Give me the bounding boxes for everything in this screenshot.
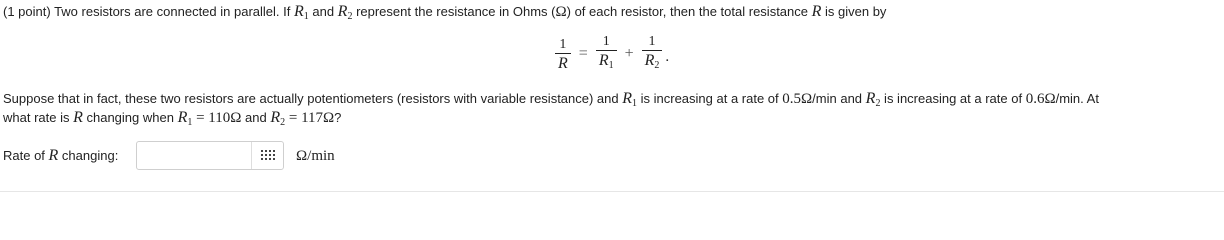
unit-text: Ω/min <box>296 148 335 164</box>
fraction-1-over-r2: $\frac{1}{R_2}$ <box>642 33 663 75</box>
fraction-1-over-r: $\frac{1}{R}$ <box>555 36 571 73</box>
r1-value: = 110Ω <box>192 110 242 126</box>
and-text: and <box>241 110 271 125</box>
increasing-text-2: is increasing at a rate of <box>880 91 1026 106</box>
potentiometer-text-line <box>3 91 1099 112</box>
plus-sign: + <box>624 45 634 62</box>
var-r2: $R_2$ <box>865 90 881 109</box>
problem-statement-line <box>3 4 886 25</box>
var-r2: $R_2$ <box>270 109 286 128</box>
answer-label <box>3 148 118 164</box>
rate-r2-value: 0.6Ω <box>1025 91 1056 107</box>
of-each-text: ) of each resistor, then the total resistance <box>566 4 812 19</box>
keypad-icon[interactable] <box>261 150 275 162</box>
var-r1: $R_1$ <box>293 3 309 22</box>
rate-r1-value: 0.5Ω <box>782 91 813 107</box>
var-r: R <box>48 147 59 164</box>
changing-label-text: changing: <box>58 148 119 163</box>
var-r: R <box>811 3 822 20</box>
suppose-text: Suppose that in fact, these two resistors are actually potentiometers (resistors with variable resistance) and <box>3 91 623 106</box>
question-line <box>3 110 341 131</box>
represent-text: represent the resistance in Ohms ( <box>352 4 556 19</box>
answer-unit <box>296 148 335 164</box>
increasing-text-1: is increasing at a rate of <box>637 91 783 106</box>
what-rate-text: what rate is <box>3 110 74 125</box>
rate-of-text: Rate of <box>3 148 49 163</box>
per-min-and-text: /min and <box>812 91 866 106</box>
bottom-divider <box>0 191 1224 192</box>
per-min-at-text: /min. At <box>1055 91 1099 106</box>
intro-text: (1 point) Two resistors are connected in parallel. If <box>3 4 294 19</box>
r2-value: = 117Ω <box>285 110 335 126</box>
var-r1: $R_1$ <box>177 109 193 128</box>
answer-field[interactable] <box>136 141 284 170</box>
equals-sign: = <box>578 45 588 62</box>
and-text: and <box>308 4 338 19</box>
var-r2: $R_2$ <box>337 3 353 22</box>
given-by-text: is given by <box>821 4 887 19</box>
var-r1: $R_1$ <box>622 90 638 109</box>
field-divider <box>251 142 252 169</box>
answer-input[interactable] <box>139 144 255 167</box>
changing-when-text: changing when <box>82 110 178 125</box>
fraction-1-over-r1: $\frac{1}{R_1}$ <box>596 33 617 75</box>
var-r: R <box>73 109 83 126</box>
question-mark: ? <box>334 110 342 125</box>
omega-symbol: Ω <box>555 4 567 20</box>
parallel-resistance-equation <box>553 33 669 75</box>
equation-period: . <box>665 48 670 65</box>
